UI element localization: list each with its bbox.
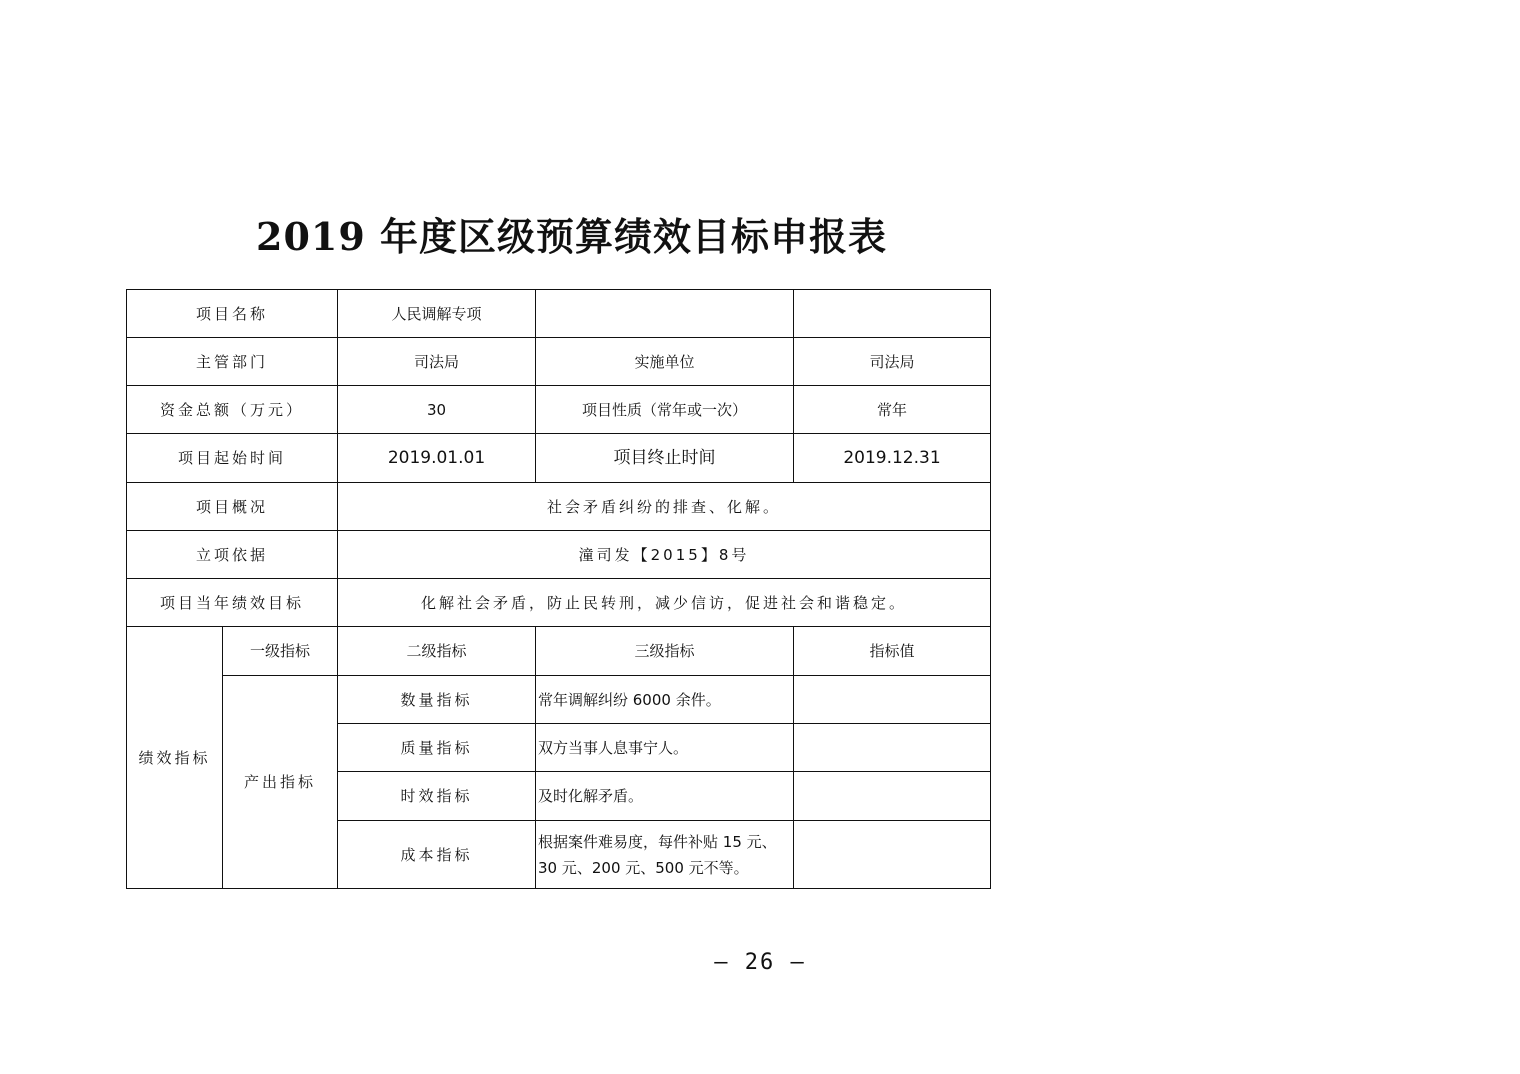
label-performance-indicators: 绩效指标 (127, 627, 223, 889)
level3-quantity: 常年调解纠纷 6000 余件。 (536, 676, 794, 724)
row-department (127, 338, 991, 386)
label-department: 主管部门 (127, 338, 338, 386)
label-basis: 立项依据 (127, 531, 338, 579)
label-annual-goal: 项目当年绩效目标 (127, 579, 338, 627)
label-total-funds: 资金总额（万元） (127, 386, 338, 434)
level3-cost-line2: 30 元、200 元、500 元不等。 (538, 858, 749, 877)
level3-cost (536, 821, 794, 889)
level2-quality: 质量指标 (338, 724, 536, 772)
empty-cell (536, 290, 794, 338)
value-timeliness (794, 772, 991, 821)
label-project-nature: 项目性质（常年或一次） (536, 386, 794, 434)
value-project-nature: 常年 (794, 386, 991, 434)
value-implementing-unit: 司法局 (794, 338, 991, 386)
level3-quality: 双方当事人息事宁人。 (536, 724, 794, 772)
value-cost (794, 821, 991, 889)
header-indicator-value: 指标值 (794, 627, 991, 676)
level2-quantity: 数量指标 (338, 676, 536, 724)
label-project-name: 项目名称 (127, 290, 338, 338)
row-dates (127, 434, 991, 483)
budget-performance-table (126, 289, 991, 889)
label-implementing-unit: 实施单位 (536, 338, 794, 386)
level2-cost: 成本指标 (338, 821, 536, 889)
header-level1: 一级指标 (223, 627, 338, 676)
value-annual-goal: 化解社会矛盾，防止民转刑，减少信访，促进社会和谐稳定。 (338, 579, 991, 627)
level2-timeliness: 时效指标 (338, 772, 536, 821)
label-start-date: 项目起始时间 (127, 434, 338, 483)
label-output-indicators: 产出指标 (223, 676, 338, 889)
level3-cost-line1: 根据案件难易度，每件补贴 15 元、 (538, 832, 777, 851)
value-end-date: 2019.12.31 (794, 434, 991, 483)
page-number: — 26 — (714, 950, 806, 975)
value-basis: 潼司发【2015】8号 (338, 531, 991, 579)
row-indicator-headers (127, 627, 991, 676)
row-overview (127, 483, 991, 531)
empty-cell (794, 290, 991, 338)
level3-timeliness: 及时化解矛盾。 (536, 772, 794, 821)
table-row (127, 676, 991, 724)
row-funding (127, 386, 991, 434)
header-level2: 二级指标 (338, 627, 536, 676)
value-quality (794, 724, 991, 772)
row-basis (127, 531, 991, 579)
row-annual-goal (127, 579, 991, 627)
value-quantity (794, 676, 991, 724)
label-end-date: 项目终止时间 (536, 434, 794, 483)
page-title: 2019 年度区级预算绩效目标申报表 (256, 214, 887, 259)
value-start-date: 2019.01.01 (338, 434, 536, 483)
value-department: 司法局 (338, 338, 536, 386)
row-project-name (127, 290, 991, 338)
value-project-name: 人民调解专项 (338, 290, 536, 338)
value-overview: 社会矛盾纠纷的排查、化解。 (338, 483, 991, 531)
header-level3: 三级指标 (536, 627, 794, 676)
label-overview: 项目概况 (127, 483, 338, 531)
value-total-funds: 30 (338, 386, 536, 434)
